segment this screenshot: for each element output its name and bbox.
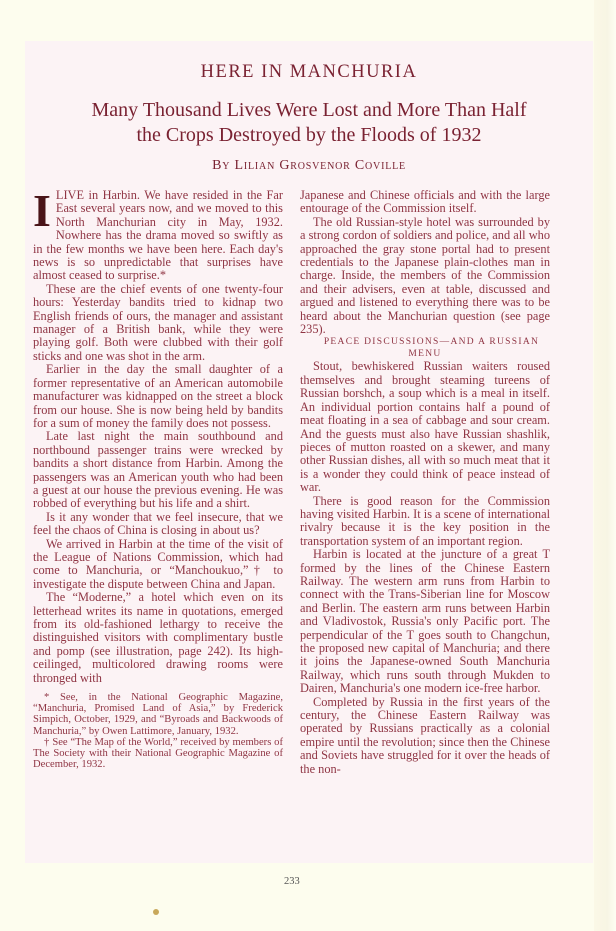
right-column [300,189,550,776]
paragraph: Is it any wonder that we feel insecure, that we feel the chaos of China is closing in about us? [33,509,283,538]
paragraph: Harbin is located at the juncture of a great T formed by the lines of the Chinese Eastern Railway. The western arm runs from Harbin to connect with the Trans-Siberian line for Moscow and Berlin. The eastern arm runs between Harbin and Vladivostok, Russia's only Pacific port. The perpendicular of the T goes south to Changchun, the proposed new capital of Manchuria; and there it joins the Japanese-owned South Manchuria Railway, which runs south through Mukden to Dairen, Manchuria's one modern ice-free harbor. [300,547,550,696]
left-column [33,185,283,771]
paragraph: The “Moderne,” a hotel which even on its letterhead writes its name in quotations, emerged from its old-fashioned lethargy to receive the distinguished visitors with complimentary bustle and pomp (see illustration, page 242). Its high-ceilinged, multicolored drawing rooms were thronged with [33,590,283,685]
paragraph: We arrived in Harbin at the time of the visit of the League of Nations Commission, which had come to Manchuria, or “Manchoukuo,”† to investigate the dispute between China and Japan. [33,536,283,591]
page-edge [594,0,616,931]
drop-cap: I [33,185,51,236]
footnote: † See “The Map of the World,” received by members of The Society with their National Geographic Magazine of December, 1932. [33,736,283,771]
paragraph: Japanese and Chinese officials and with the large entourage of the Commission itself. [300,188,550,216]
section-heading: PEACE DISCUSSIONS—AND A RUSSIAN MENU [323,337,540,360]
paragraph: Completed by Russia in the first years of the century, the Chinese Eastern Railway was operated by Russians practically as a colonial empire until the revolution; since then the Chinese and Soviets have struggled for it over the heads of the non- [300,694,550,776]
paragraph: Earlier in the day the small daughter of a former representative of an American automobile manufacturer was kidnapped on the street a block from our house. She is now being held by bandits for a sum of money the family does not possess. [33,362,283,430]
ink-dot [153,909,159,915]
paragraph: These are the chief events of one twenty-four hours: Yesterday bandits tried to kidnap two English friends of ours, the manager and assistant manager of a British bank, while they were playing golf. Both were clubbed with their golf sticks and one was shot in the arm. [33,281,283,363]
paragraph: I LIVE in Harbin. We have resided in the Far East several years now, and we moved to this North Manchurian city in May, 1932. Nowhere has the drama moved so swiftly as in the few months we have been here. Each day's news is so unpredictable that surprises have almost ceased to surprise.* [33,185,283,283]
paragraph: The old Russian-style hotel was surrounded by a strong cordon of soldiers and police, and all who approached the gray stone portal had to present credentials to the Japanese plain-clothes man in charge. Inside, the members of the Commission and their advisers, even at table, discussed and argued and listened to everything there was to be heard about the Manchurian question (see page 235). [300,214,550,337]
subtitle-line-1: Many Thousand Lives Were Lost and More Than Half [91,99,527,121]
article-title: HERE IN MANCHURIA [200,62,418,82]
footnotes [33,692,283,770]
footnote: * See, in the National Geographic Magazine, “Manchuria, Promised Land of Asia,” by Frederick Simpich, October, 1929, and “Byroads and Backwoods of Manchuria,” by Owen Lattimore, January, 1932. [33,692,283,737]
paragraph: There is good reason for the Commission having visited Harbin. It is a scene of international rivalry because it is the key position in the transportation system of an important region. [300,493,550,548]
paragraph: Stout, bewhiskered Russian waiters roused themselves and brought steaming tureens of Russian borshch, a soup which is a meal in itself. An individual portion contains half a pound of meat floating in a sea of cabbage and sour cream. And the guests must also have Russian shashlik, pieces of mutton roasted on a skewer, and many other Russian dishes, all with so much meat that it is a wonder they could think of peace instead of war. [300,359,550,495]
byline: By Lilian Grosvenor Coville [212,158,406,173]
article-subtitle [25,98,593,148]
paragraph: Late last night the main southbound and northbound passenger trains were wrecked by bandits a short distance from Harbin. Among the passengers was an American youth who had been a guest at our house the previous evening. He was robbed of everything but his life and a shirt. [33,429,283,511]
page-number: 233 [284,876,300,887]
subtitle-line-2: the Crops Destroyed by the Floods of 1932 [136,124,482,146]
